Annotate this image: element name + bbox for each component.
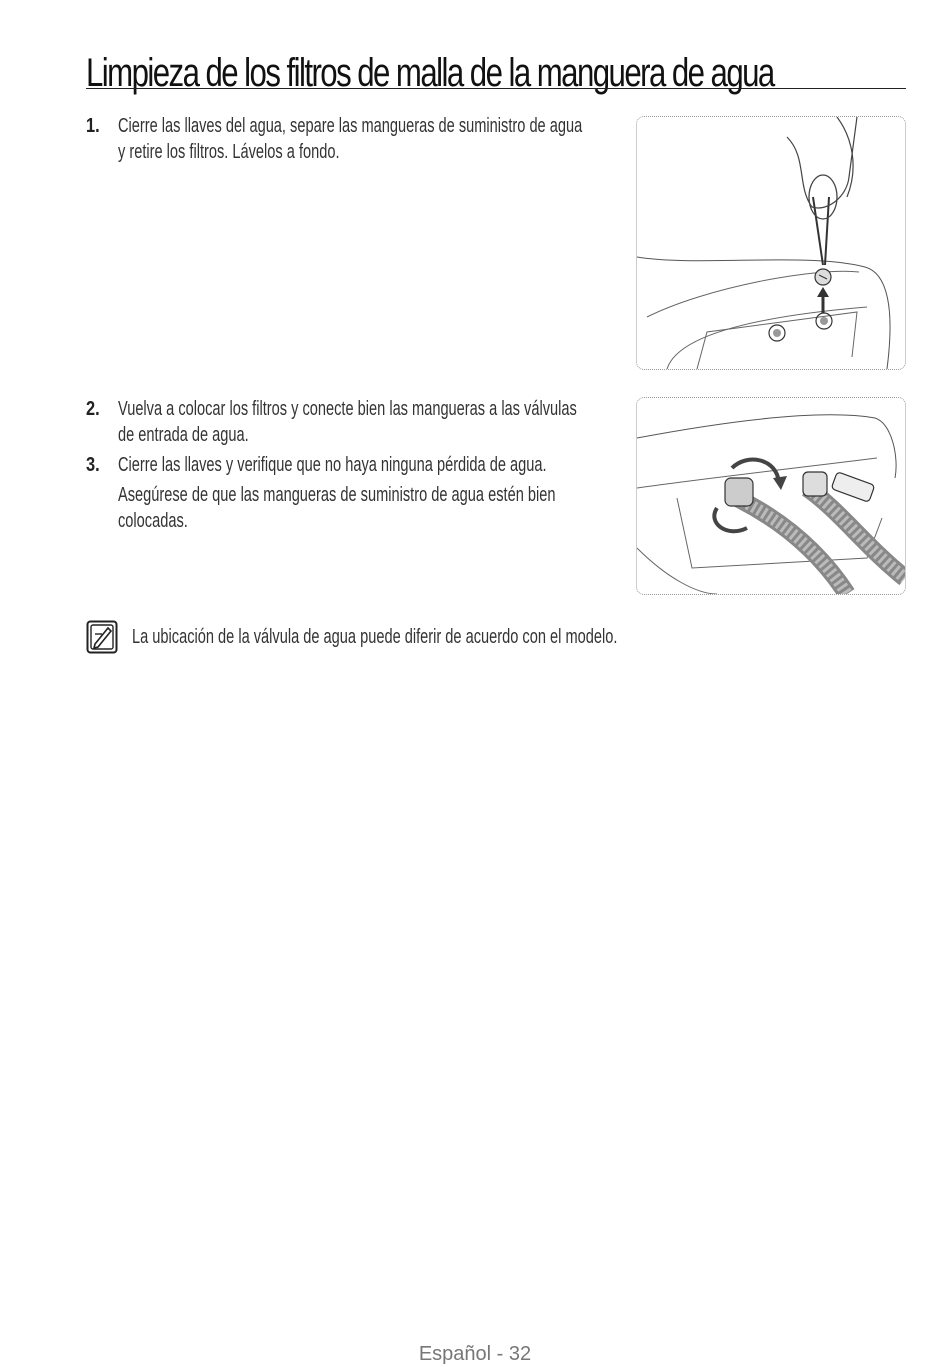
step-number: 3. — [86, 454, 100, 476]
hose-connection-drawing — [637, 398, 905, 594]
valve-filter-removal-drawing — [637, 117, 905, 369]
note-text: La ubicación de la válvula de agua puede diferir de acuerdo con el modelo. — [132, 626, 618, 648]
step-text-line: Cierre las llaves del agua, separe las mangueras de suministro de agua — [118, 115, 583, 137]
step-number: 2. — [86, 398, 100, 420]
page-number: Español - 32 — [418, 1343, 532, 1365]
illustration-connect-hoses — [636, 397, 906, 595]
step-text-line: Asegúrese de que las mangueras de suministro de agua estén bien — [118, 484, 556, 506]
step-text-line: colocadas. — [118, 510, 188, 532]
step-2 — [86, 396, 626, 452]
step-text-line: de entrada de agua. — [118, 424, 249, 446]
step-1 — [86, 113, 626, 169]
illustration-remove-filter — [636, 116, 906, 370]
title-underline — [86, 88, 906, 89]
step-text-line: y retire los filtros. Lávelos a fondo. — [118, 141, 340, 163]
step-number: 1. — [86, 115, 100, 137]
step-text-line: Vuelva a colocar los filtros y conecte bien las mangueras a las válvulas — [118, 398, 577, 420]
step-text-line: Cierre las llaves y verifique que no haya ninguna pérdida de agua. — [118, 454, 547, 476]
page-title-text: Limpieza de los filtros de malla de la manguera de agua — [86, 51, 774, 95]
note-icon — [86, 620, 118, 654]
step-3 — [86, 452, 626, 534]
